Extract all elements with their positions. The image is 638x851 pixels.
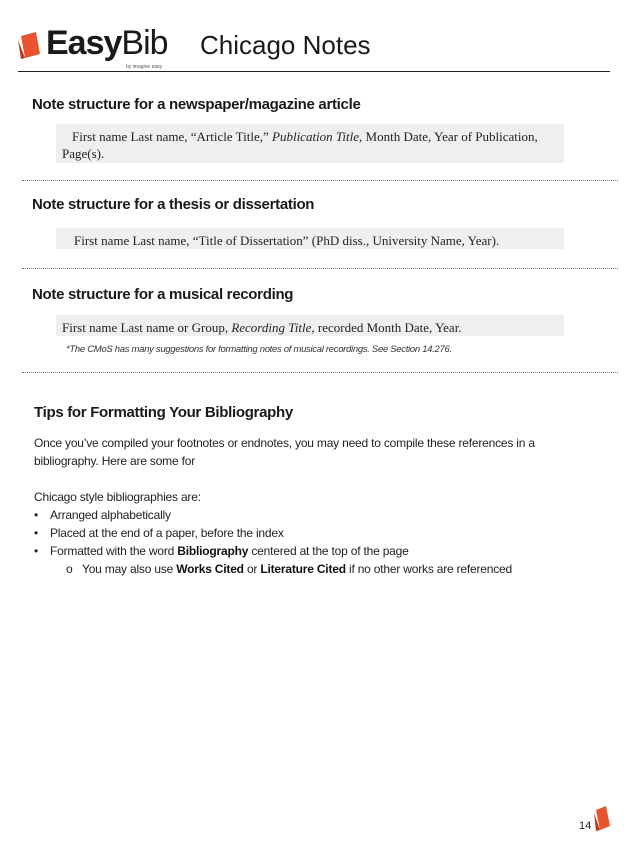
section-divider	[22, 180, 618, 181]
section-recording	[32, 286, 592, 303]
example-newspaper: First name Last name, “Article Title,” Publication Title, Month Date, Year of Publication, Page(s).	[56, 124, 564, 163]
section-title: Note structure for a newspaper/magazine article	[32, 96, 361, 113]
bullet-icon: •	[34, 544, 39, 558]
easybib-logo-icon	[18, 32, 44, 60]
section-divider	[22, 268, 618, 269]
logo-wordmark: EasyBib	[46, 24, 168, 62]
tips-section	[34, 404, 594, 578]
header-rule	[18, 71, 610, 72]
page-header	[18, 16, 610, 72]
page-number: 14	[579, 820, 592, 832]
recording-footnote: *The CMoS has many suggestions for formatting notes of musical recordings. See Section 14.276.	[66, 344, 452, 355]
list-item: • Placed at the end of a paper, before the index	[34, 526, 284, 540]
circle-bullet-icon: o	[66, 562, 73, 576]
example-thesis: First name Last name, “Title of Dissertation” (PhD diss., University Name, Year).	[56, 228, 564, 249]
spacer	[34, 470, 594, 488]
tips-title: Tips for Formatting Your Bibliography	[34, 404, 293, 421]
section-newspaper	[32, 96, 592, 113]
section-title: Note structure for a thesis or dissertation	[32, 196, 315, 213]
section-title: Note structure for a musical recording	[32, 286, 294, 303]
logo-tagline: by imagine easy	[126, 64, 163, 70]
tips-list	[34, 506, 594, 560]
tips-intro: Once you’ve compiled your footnotes or endnotes, you may need to compile these references in a bibliography. Here are some for	[34, 436, 535, 468]
bullet-icon: •	[34, 526, 39, 540]
list-item: • Arranged alphabetically	[34, 508, 171, 522]
list-item: • Formatted with the word Bibliography centered at the top of the page	[34, 544, 409, 558]
bullet-icon: •	[34, 508, 39, 522]
tips-lead: Chicago style bibliographies are:	[34, 490, 201, 504]
section-thesis	[32, 196, 592, 213]
example-recording: First name Last name or Group, Recording Title, recorded Month Date, Year.	[56, 315, 564, 336]
sub-list-item: o You may also use Works Cited or Literature Cited if no other works are referenced	[66, 562, 512, 576]
section-divider	[22, 372, 618, 373]
page-title: Chicago Notes	[200, 30, 371, 60]
easybib-logo	[18, 24, 188, 76]
easybib-corner-icon	[594, 806, 612, 832]
